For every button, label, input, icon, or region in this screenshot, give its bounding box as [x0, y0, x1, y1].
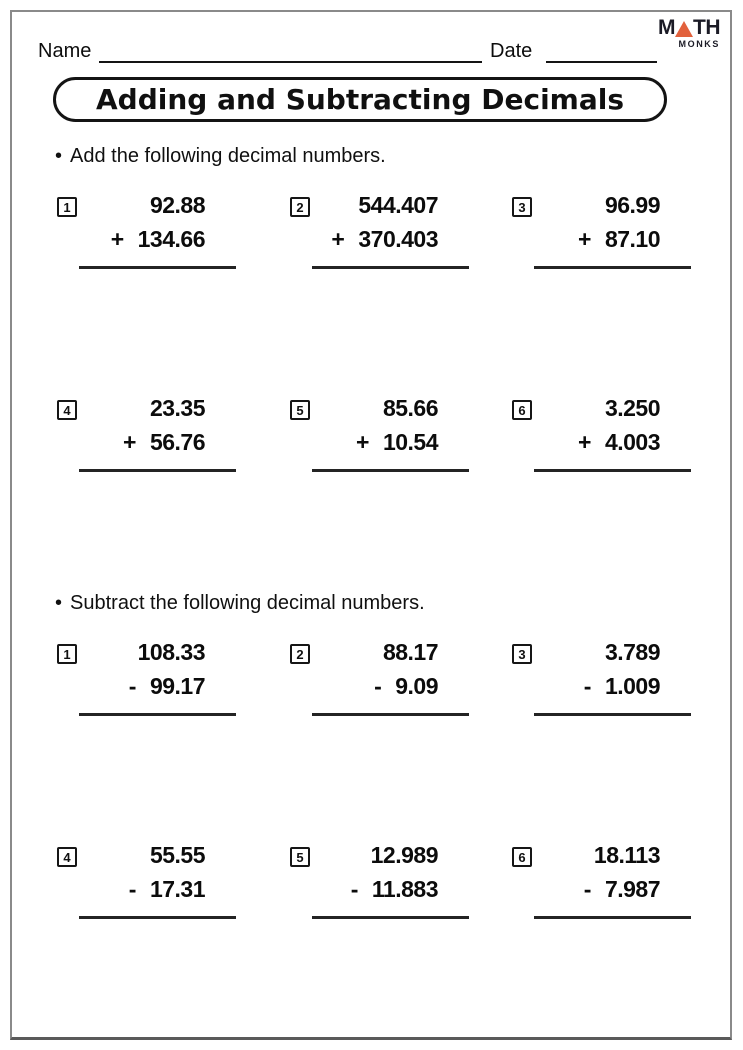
operand-bottom-row — [290, 674, 438, 699]
problem-number-badge: 1 — [57, 644, 77, 664]
bullet-icon: • — [55, 592, 63, 614]
date-blank-line — [546, 61, 657, 63]
problem-number-badge: 5 — [290, 400, 310, 420]
answer-line — [312, 916, 469, 919]
addition-problem-6 — [512, 395, 697, 479]
worksheet-title — [53, 77, 667, 122]
answer-line — [534, 469, 691, 472]
math-monks-logo — [650, 17, 720, 49]
operand-bottom-row — [290, 430, 438, 455]
answer-line — [312, 469, 469, 472]
answer-line — [534, 713, 691, 716]
subtraction-problem-3 — [512, 639, 697, 723]
operand-top: 55.55 — [149, 842, 205, 868]
answer-line — [79, 713, 236, 716]
worksheet-title-text: Adding and Subtracting Decimals — [96, 83, 624, 116]
addition-problem-2 — [290, 192, 475, 276]
answer-line — [534, 916, 691, 919]
addition-problem-5 — [290, 395, 475, 479]
operand-top: 12.989 — [370, 842, 438, 868]
operator-sign: + — [123, 429, 136, 455]
operand-bottom-row — [57, 674, 205, 699]
date-label: Date — [490, 40, 533, 62]
operator-sign: + — [356, 429, 369, 455]
operand-bottom: 1.009 — [604, 673, 660, 699]
answer-line — [79, 469, 236, 472]
operand-bottom: 7.987 — [604, 876, 660, 902]
subtraction-problem-1 — [57, 639, 242, 723]
operator-sign: - — [583, 876, 591, 902]
name-blank-line — [99, 61, 482, 63]
operand-bottom: 134.66 — [137, 226, 205, 252]
problem-number-badge: 3 — [512, 197, 532, 217]
problem-number-badge: 4 — [57, 400, 77, 420]
answer-line — [79, 266, 236, 269]
operand-top: 23.35 — [149, 395, 205, 421]
operand-bottom-row — [512, 227, 660, 252]
answer-line — [312, 713, 469, 716]
operand-bottom-row — [57, 877, 205, 902]
operand-bottom: 56.76 — [149, 429, 205, 455]
operand-bottom: 17.31 — [149, 876, 205, 902]
bullet-icon: • — [55, 145, 63, 167]
operand-bottom-row — [512, 430, 660, 455]
operand-top: 88.17 — [382, 639, 438, 665]
operand-bottom: 370.403 — [358, 226, 438, 252]
operator-sign: - — [583, 673, 591, 699]
logo-letters-th: TH — [693, 16, 720, 39]
operand-bottom-row — [512, 877, 660, 902]
problem-number-badge: 6 — [512, 400, 532, 420]
operand-top: 18.113 — [593, 842, 660, 868]
operator-sign: + — [578, 429, 591, 455]
subtraction-problem-2 — [290, 639, 475, 723]
operator-sign: + — [331, 226, 345, 252]
operand-top: 85.66 — [382, 395, 438, 421]
problem-number-badge: 5 — [290, 847, 310, 867]
operand-bottom: 10.54 — [382, 429, 438, 455]
subtraction-instruction — [55, 592, 425, 615]
operand-bottom: 11.883 — [371, 876, 438, 902]
addition-problem-3 — [512, 192, 697, 276]
operator-sign: - — [374, 673, 382, 699]
operand-top: 3.789 — [604, 639, 660, 665]
operand-bottom: 87.10 — [604, 226, 660, 252]
operand-bottom-row — [57, 430, 205, 455]
logo-triangle-icon — [675, 21, 693, 37]
logo-letter-m: M — [658, 16, 675, 39]
subtraction-instruction-text: Subtract the following decimal numbers. — [70, 592, 425, 614]
answer-line — [312, 266, 469, 269]
addition-instruction — [55, 145, 386, 168]
operator-sign: - — [350, 876, 358, 902]
logo-monks-text: MONKS — [678, 39, 720, 49]
operand-top: 3.250 — [604, 395, 660, 421]
problem-number-badge: 2 — [290, 644, 310, 664]
subtraction-problem-5 — [290, 842, 475, 926]
operand-bottom-row — [290, 227, 438, 252]
subtraction-problem-6 — [512, 842, 697, 926]
operand-top: 544.407 — [358, 192, 438, 218]
operand-top: 108.33 — [137, 639, 205, 665]
problem-number-badge: 2 — [290, 197, 310, 217]
problem-number-badge: 3 — [512, 644, 532, 664]
operand-bottom-row — [512, 674, 660, 699]
operand-bottom: 9.09 — [395, 673, 438, 699]
operator-sign: - — [128, 876, 136, 902]
problem-number-badge: 1 — [57, 197, 77, 217]
logo-wordmark — [650, 17, 720, 38]
addition-instruction-text: Add the following decimal numbers. — [70, 145, 386, 167]
problem-number-badge: 6 — [512, 847, 532, 867]
operand-bottom: 4.003 — [604, 429, 660, 455]
operand-top: 96.99 — [604, 192, 660, 218]
addition-problem-1 — [57, 192, 242, 276]
problem-number-badge: 4 — [57, 847, 77, 867]
operand-bottom-row — [290, 877, 438, 902]
name-label: Name — [38, 40, 92, 62]
subtraction-problem-4 — [57, 842, 242, 926]
answer-line — [79, 916, 236, 919]
operator-sign: + — [578, 226, 591, 252]
addition-problem-4 — [57, 395, 242, 479]
operator-sign: + — [110, 226, 124, 252]
operand-bottom: 99.17 — [149, 673, 205, 699]
operand-top: 92.88 — [149, 192, 205, 218]
answer-line — [534, 266, 691, 269]
operand-bottom-row — [57, 227, 205, 252]
operator-sign: - — [128, 673, 136, 699]
